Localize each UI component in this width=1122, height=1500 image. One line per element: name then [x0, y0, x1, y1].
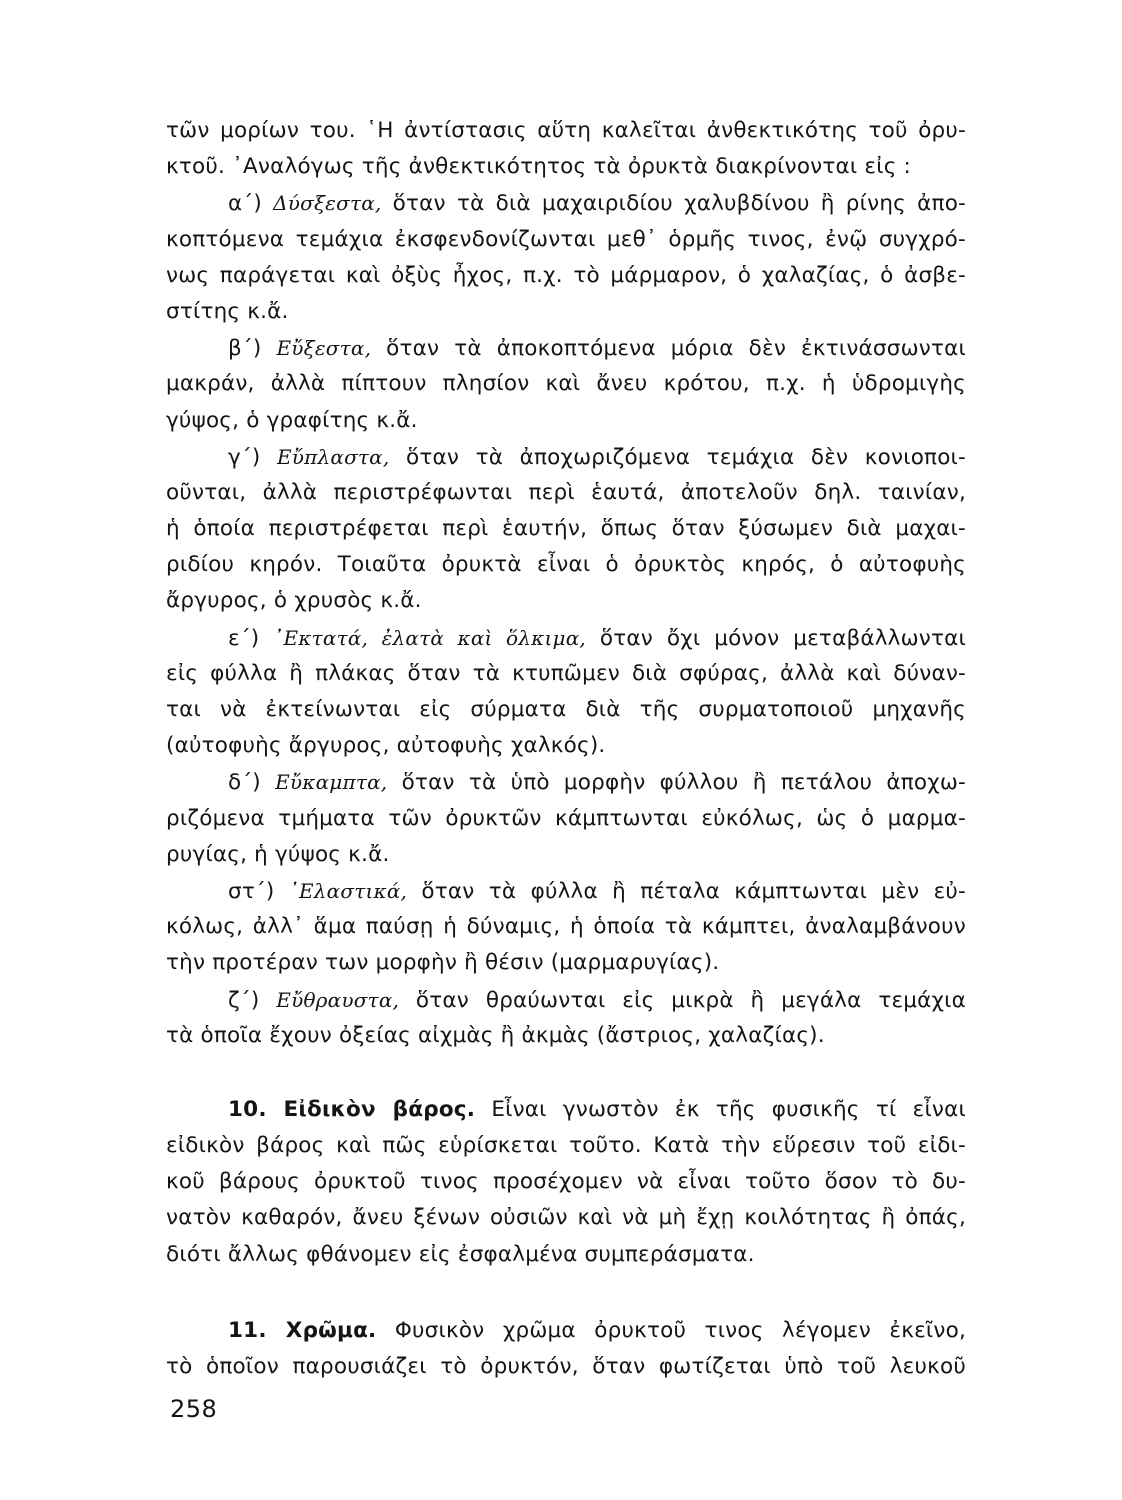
- list-item-epsilon: [166, 620, 966, 656]
- item-text: ὅταν τὰ ὑπὸ μορφὴν φύλλου ἢ πετάλου ἀποχω-: [387, 770, 966, 796]
- text-line: κοπτόμενα τεμάχια ἐκσφενδονίζωνται μεθ᾿ ὁρμῆς τινος, ἐνῷ συγχρό-: [166, 226, 966, 252]
- item-label: στ΄): [228, 878, 289, 904]
- list-item-delta: [166, 764, 966, 800]
- text-line: στίτης κ.ἄ.: [166, 298, 289, 324]
- item-term: ᾿Εκτατά, ἐλατὰ καὶ ὅλκιμα,: [273, 625, 586, 650]
- text-line: τῶν μορίων του. ῾Η ἀντίστασις αὕτη καλεῖται ἀνθεκτικότης τοῦ ὀρυ-: [166, 118, 966, 143]
- item-text: ὅταν τὰ ἀποχωριζόμενα τεμάχια δὲν κονιοποι-: [389, 444, 966, 470]
- item-label: α΄): [228, 191, 274, 217]
- list-item-stigma: [166, 873, 966, 909]
- item-text: ὅταν θραύωνται εἰς μικρὰ ἢ μεγάλα τεμάχια: [399, 987, 966, 1013]
- page-number: 258: [170, 1395, 218, 1423]
- list-item-zeta: [166, 982, 966, 1018]
- section-heading: 11. Χρῶμα.: [228, 1317, 377, 1343]
- page-body: [166, 113, 966, 1385]
- list-item-alpha: [166, 185, 966, 221]
- text-line: ριδίου κηρόν. Τοιαῦτα ὀρυκτὰ εἶναι ὁ ὀρυκτὸς κηρός, ὁ αὐτοφυὴς: [166, 552, 966, 578]
- text-line: ἡ ὁποία περιστρέφεται περὶ ἑαυτήν, ὅπως ὅταν ξύσωμεν διὰ μαχαι-: [166, 516, 966, 542]
- item-text: ὅταν τὰ φύλλα ἢ πέταλα κάμπτωνται μὲν εὐ-: [407, 878, 966, 904]
- section-text: Φυσικὸν χρῶμα ὀρυκτοῦ τινος λέγομεν ἐκεῖνο,: [376, 1317, 966, 1343]
- section-spacer: [166, 1273, 966, 1313]
- text-line: οῦνται, ἀλλὰ περιστρέφωνται περὶ ἑαυτά, ἀποτελοῦν δηλ. ταινίαν,: [166, 479, 966, 505]
- text-line: ἄργυρος, ὁ χρυσὸς κ.ἄ.: [166, 588, 422, 614]
- text-line: τὰ ὁποῖα ἔχουν ὀξείας αἰχμὰς ἢ ἀκμὰς (ἄστριος, χαλαζίας).: [166, 1022, 825, 1048]
- text-line: μακράν, ἀλλὰ πίπτουν πλησίον καὶ ἄνευ κρότου, π.χ. ἡ ὑδρομιγὴς: [166, 371, 966, 397]
- text-line: νατὸν καθαρόν, ἄνευ ξένων οὐσιῶν καὶ νὰ μὴ ἔχῃ κοιλότητας ἢ ὀπάς,: [166, 1205, 966, 1231]
- list-item-beta: [166, 330, 966, 366]
- item-term: Εὔπλαστα,: [276, 444, 390, 469]
- item-text: ὅταν τὰ διὰ μαχαιριδίου χαλυβδίνου ἢ ρίνης ἀπο-: [381, 191, 966, 217]
- text-line: κοῦ βάρους ὀρυκτοῦ τινος προσέχομεν νὰ εἶναι τοῦτο ὅσον τὸ δυ-: [166, 1169, 966, 1195]
- section-colour: [166, 1313, 966, 1349]
- text-line: εἰς φύλλα ἢ πλάκας ὅταν τὰ κτυπῶμεν διὰ σφύρας, ἀλλὰ καὶ δύναν-: [166, 660, 966, 686]
- text-line: ται νὰ ἐκτείνωνται εἰς σύρματα διὰ τῆς συρματοποιοῦ μηχανῆς: [166, 697, 966, 722]
- text-line: τὸ ὁποῖον παρουσιάζει τὸ ὀρυκτόν, ὅταν φωτίζεται ὑπὸ τοῦ λευκοῦ: [166, 1354, 966, 1379]
- section-text: Εἶναι γνωστὸν ἐκ τῆς φυσικῆς τί εἶναι: [475, 1096, 966, 1122]
- section-heading: 10. Εἰδικὸν βάρος.: [228, 1096, 476, 1122]
- item-label: γ΄): [228, 444, 277, 470]
- item-term: Εὔθραυστα,: [276, 987, 400, 1012]
- text-line: ρυγίας, ἡ γύψος κ.ἄ.: [166, 841, 390, 867]
- text-line: τὴν προτέραν των μορφὴν ἢ θέσιν (μαρμαρυγίας).: [166, 950, 720, 976]
- item-label: ε΄): [228, 625, 274, 651]
- item-label: β΄): [228, 336, 277, 362]
- text-line: γύψος, ὁ γραφίτης κ.ἄ.: [166, 407, 418, 433]
- section-spacer: [166, 1054, 966, 1092]
- item-term: ᾿Ελαστικά,: [288, 878, 408, 903]
- item-label: ζ΄): [228, 987, 277, 1013]
- text-line: κόλως, ἀλλ᾿ ἅμα παύσῃ ἡ δύναμις, ἡ ὁποία τὰ κάμπτει, ἀναλαμβάνουν: [166, 914, 966, 940]
- section-specific-gravity: [166, 1092, 966, 1128]
- text-line: διότι ἄλλως φθάνομεν εἰς ἐσφαλμένα συμπεράσματα.: [166, 1241, 755, 1267]
- text-line: (αὐτοφυὴς ἄργυρος, αὐτοφυὴς χαλκός).: [166, 733, 606, 759]
- item-text: ὅταν τὰ ἀποκοπτόμενα μόρια δὲν ἐκτινάσσωνται: [371, 336, 966, 362]
- text-line: ριζόμενα τμήματα τῶν ὀρυκτῶν κάμπτωνται εὐκόλως, ὡς ὁ μαρμα-: [166, 805, 966, 831]
- item-term: Εὔκαμπτα,: [275, 770, 388, 795]
- item-text: ὅταν ὄχι μόνον μεταβάλλωνται: [585, 625, 966, 651]
- text-line: εἰδικὸν βάρος καὶ πῶς εὑρίσκεται τοῦτο. Κατὰ τὴν εὕρεσιν τοῦ εἰδι-: [166, 1133, 966, 1159]
- item-term: Εὔξεστα,: [276, 336, 372, 361]
- item-label: δ΄): [228, 770, 276, 796]
- item-term: Δύσξεστα,: [273, 191, 382, 216]
- text-line: κτοῦ. ᾿Αναλόγως τῆς ἀνθεκτικότητος τὰ ὀρυκτὰ διακρίνονται εἰς :: [166, 154, 911, 180]
- list-item-gamma: [166, 439, 966, 475]
- text-line: νως παράγεται καὶ ὀξὺς ἦχος, π.χ. τὸ μάρμαρον, ὁ χαλαζίας, ὁ ἀσβε-: [166, 262, 966, 288]
